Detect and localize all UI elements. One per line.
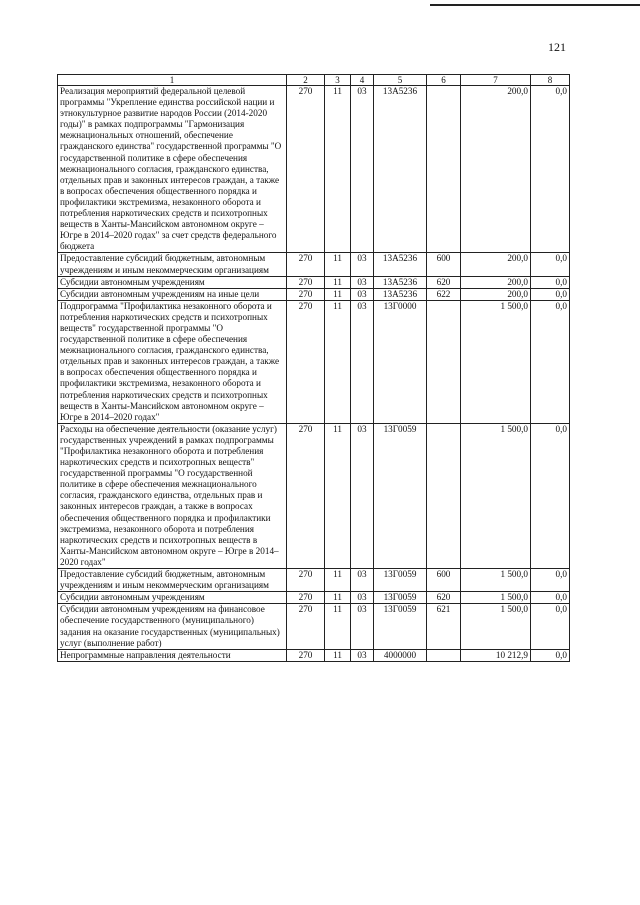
row-expense-type (427, 649, 461, 661)
column-header: 6 (427, 75, 461, 86)
column-header: 3 (325, 75, 351, 86)
row-amount: 200,0 (461, 288, 531, 300)
row-target-code: 13Г0059 (374, 604, 427, 649)
row-ministry-code: 270 (287, 288, 325, 300)
row-amount: 1 500,0 (461, 300, 531, 423)
page-number: 121 (548, 40, 566, 54)
row-target-code: 13А5236 (374, 86, 427, 253)
row-subsection-code: 03 (351, 300, 374, 423)
row-expense-type: 600 (427, 569, 461, 592)
row-target-code: 4000000 (374, 649, 427, 661)
row-name: Предоставление субсидий бюджетным, автономным учреждениям и иным некоммерческим организациям (58, 569, 287, 592)
row-subsection-code: 03 (351, 423, 374, 568)
row-subsection-code: 03 (351, 649, 374, 661)
row-target-code: 13Г0059 (374, 592, 427, 604)
row-target-code: 13А5236 (374, 276, 427, 288)
column-header: 4 (351, 75, 374, 86)
table-row (58, 592, 570, 604)
row-expense-type (427, 423, 461, 568)
row-subsection-code: 03 (351, 276, 374, 288)
row-name: Расходы на обеспечение деятельности (оказание услуг) государственных учреждений в рамках подпрограммы "Профилактика незаконного оборота и потребления наркотических средств и психотропных веществ" государственной программы "О государственной политике в сфере обеспечения межнационального согласия, гражданского единства, отдельных прав и законных интересов граждан, а также в вопросах обеспечения общественного порядка и профилактики экстремизма, незаконного оборота и потребления наркотических средств и психотропных веществ в Ханты-Мансийском автономном округе – Югре в 2014–2020 годах" (58, 423, 287, 568)
column-header: 2 (287, 75, 325, 86)
row-amount: 1 500,0 (461, 604, 531, 649)
row-name: Субсидии автономным учреждениям на финансовое обеспечение государственного (муниципального) задания на оказание государственных (муниципальных) услуг (выполнение работ) (58, 604, 287, 649)
row-name: Субсидии автономным учреждениям на иные цели (58, 288, 287, 300)
row-amount: 200,0 (461, 276, 531, 288)
column-header: 7 (461, 75, 531, 86)
row-expense-type (427, 86, 461, 253)
row-amount-2: 0,0 (531, 300, 570, 423)
row-expense-type: 620 (427, 592, 461, 604)
row-name: Непрограммные направления деятельности (58, 649, 287, 661)
row-section-code: 11 (325, 86, 351, 253)
row-amount-2: 0,0 (531, 569, 570, 592)
row-amount-2: 0,0 (531, 253, 570, 276)
row-amount: 200,0 (461, 253, 531, 276)
row-subsection-code: 03 (351, 86, 374, 253)
budget-table (57, 74, 570, 662)
row-name: Субсидии автономным учреждениям (58, 592, 287, 604)
row-subsection-code: 03 (351, 592, 374, 604)
row-subsection-code: 03 (351, 604, 374, 649)
row-section-code: 11 (325, 604, 351, 649)
column-header: 5 (374, 75, 427, 86)
row-target-code: 13А5236 (374, 288, 427, 300)
row-amount: 200,0 (461, 86, 531, 253)
row-name: Реализация мероприятий федеральной целевой программы "Укрепление единства российской нации и этнокультурное развитие народов России (2014-2020 годы)" в рамках подпрограммы "Гармонизация межнациональных отношений, обеспечение гражданского единства" государственной программы "О государственной политике в сфере обеспечения межнационального согласия, гражданского единства, отдельных прав и законных интересов граждан, а также в вопросах обеспечения общественного порядка и профилактики экстремизма, незаконного оборота и потребления наркотических средств и психотропных веществ в Ханты-Мансийском автономном округе – Югре в 2014–2020 годах" за счет средств федерального бюджета (58, 86, 287, 253)
row-ministry-code: 270 (287, 604, 325, 649)
row-section-code: 11 (325, 276, 351, 288)
top-border-line (430, 4, 640, 6)
table-row (58, 423, 570, 568)
row-expense-type (427, 300, 461, 423)
row-amount: 1 500,0 (461, 592, 531, 604)
row-section-code: 11 (325, 288, 351, 300)
row-section-code: 11 (325, 592, 351, 604)
table-row (58, 604, 570, 649)
row-target-code: 13Г0000 (374, 300, 427, 423)
row-name: Субсидии автономным учреждениям (58, 276, 287, 288)
row-expense-type: 600 (427, 253, 461, 276)
row-name: Предоставление субсидий бюджетным, автономным учреждениям и иным некоммерческим организациям (58, 253, 287, 276)
column-header: 1 (58, 75, 287, 86)
row-section-code: 11 (325, 649, 351, 661)
row-ministry-code: 270 (287, 592, 325, 604)
row-subsection-code: 03 (351, 253, 374, 276)
row-ministry-code: 270 (287, 423, 325, 568)
row-expense-type: 622 (427, 288, 461, 300)
table-row (58, 86, 570, 253)
row-ministry-code: 270 (287, 569, 325, 592)
row-amount: 1 500,0 (461, 423, 531, 568)
table-row (58, 649, 570, 661)
row-expense-type: 620 (427, 276, 461, 288)
row-target-code: 13А5236 (374, 253, 427, 276)
row-target-code: 13Г0059 (374, 569, 427, 592)
row-section-code: 11 (325, 423, 351, 568)
row-amount-2: 0,0 (531, 423, 570, 568)
row-ministry-code: 270 (287, 649, 325, 661)
table-row (58, 253, 570, 276)
row-amount-2: 0,0 (531, 649, 570, 661)
row-amount-2: 0,0 (531, 288, 570, 300)
row-ministry-code: 270 (287, 300, 325, 423)
row-name: Подпрограмма "Профилактика незаконного оборота и потребления наркотических средств и психотропных веществ" государственной программы "О государственной политике в сфере обеспечения межнационального согласия, гражданского единства, отдельных прав и законных интересов граждан, а также в вопросах обеспечения общественного порядка и профилактики экстремизма, незаконного оборота и потребления наркотических средств и психотропных веществ в Ханты-Мансийском автономном округе – Югре в 2014–2020 годах" (58, 300, 287, 423)
table-row (58, 276, 570, 288)
row-target-code: 13Г0059 (374, 423, 427, 568)
table-row (58, 288, 570, 300)
row-amount: 1 500,0 (461, 569, 531, 592)
row-expense-type: 621 (427, 604, 461, 649)
table-header-row (58, 75, 570, 86)
table-row (58, 300, 570, 423)
row-subsection-code: 03 (351, 569, 374, 592)
row-amount-2: 0,0 (531, 604, 570, 649)
row-section-code: 11 (325, 569, 351, 592)
row-section-code: 11 (325, 300, 351, 423)
column-header: 8 (531, 75, 570, 86)
row-amount-2: 0,0 (531, 86, 570, 253)
row-section-code: 11 (325, 253, 351, 276)
row-ministry-code: 270 (287, 276, 325, 288)
row-amount-2: 0,0 (531, 592, 570, 604)
row-ministry-code: 270 (287, 253, 325, 276)
row-subsection-code: 03 (351, 288, 374, 300)
row-amount-2: 0,0 (531, 276, 570, 288)
table-row (58, 569, 570, 592)
row-ministry-code: 270 (287, 86, 325, 253)
row-amount: 10 212,9 (461, 649, 531, 661)
